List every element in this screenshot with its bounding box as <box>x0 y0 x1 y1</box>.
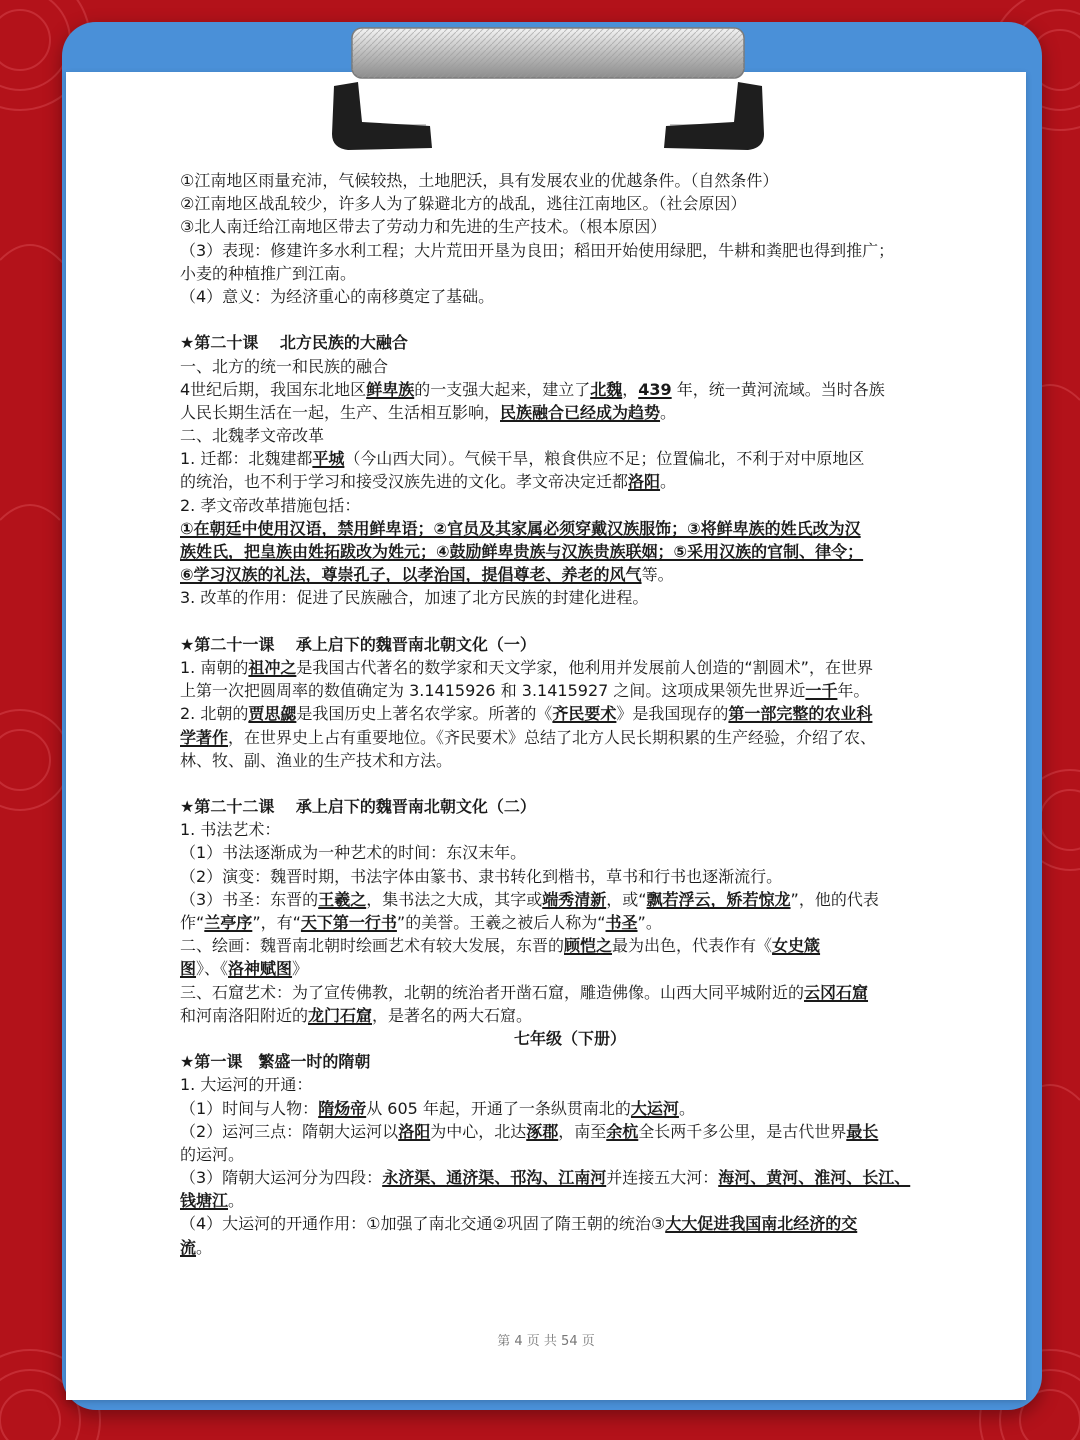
key-term: 流 <box>180 1237 197 1257</box>
text-line <box>180 401 960 424</box>
key-term: 贾思勰 <box>248 704 297 724</box>
text-segment: ”，有“ <box>252 913 301 932</box>
key-term: 海河、黄河、淮河、长江、 <box>718 1168 911 1188</box>
key-term: ①在朝廷中使用汉语，禁用鲜卑语；②官员及其家属必须穿戴汉族服饰；③将鲜卑族的姓氏改为汉 <box>180 518 861 538</box>
text-segment: 4世纪后期，我国东北地区 <box>180 379 367 399</box>
text-line <box>180 888 960 911</box>
text-segment: 2. 北朝的 <box>180 704 249 724</box>
key-term: 书圣 <box>605 913 638 932</box>
lesson-heading <box>180 633 960 656</box>
key-term: 隋炀帝 <box>318 1098 367 1118</box>
key-term: 云冈石窟 <box>804 982 869 1002</box>
binder-clip-icon <box>318 26 778 156</box>
text-segment: ，南至 <box>558 1121 607 1141</box>
text-segment: （3）书圣：东晋的 <box>180 889 319 909</box>
text-segment: ”的美誉。王羲之被后人称为“ <box>396 913 606 932</box>
text-segment: 二、北魏孝文帝改革 <box>180 426 325 446</box>
blank-line <box>180 610 960 633</box>
text-segment: ★第二十课 北方民族的大融合 <box>180 333 408 353</box>
text-segment: 上第一次把圆周率的数值确定为 3.1415926 和 3.1415927 之间。这项成果领先世界近 <box>180 681 806 701</box>
text-segment: ， <box>622 379 639 399</box>
text-segment: 1. 大运河的开通： <box>180 1075 313 1095</box>
lesson-heading <box>180 331 960 354</box>
text-line <box>180 841 960 864</box>
key-term: 天下第一行书 <box>300 913 397 932</box>
text-line <box>180 355 960 378</box>
text-segment: 是我国古代著名的数学家和天文学家，他利用并发展前人创造的“割圆术”，在世界 <box>296 657 873 677</box>
text-segment: 2. 孝文帝改革措施包括： <box>180 495 361 515</box>
lesson-heading <box>180 1050 960 1073</box>
text-segment: 》是我国现存的 <box>616 704 729 724</box>
key-term: 兰亭序 <box>204 913 253 932</box>
text-line <box>180 702 960 725</box>
text-line <box>180 934 960 957</box>
key-term: 飘若浮云，矫若惊龙 <box>646 889 791 909</box>
key-term: 王羲之 <box>318 889 367 909</box>
text-line <box>180 981 960 1004</box>
text-line <box>180 586 960 609</box>
text-segment: 》、《 <box>196 959 229 979</box>
grade-heading <box>180 1027 960 1050</box>
text-segment: ，是著名的两大石窟。 <box>372 1005 533 1025</box>
text-segment: 并连接五大河： <box>606 1168 719 1188</box>
text-segment: 小麦的种植推广到江南。 <box>180 263 357 283</box>
text-segment: 。 <box>660 402 677 422</box>
text-segment: 的一支强大起来，建立了 <box>414 379 591 399</box>
text-line <box>180 1097 960 1120</box>
text-segment: 。 <box>196 1237 213 1257</box>
key-term: 祖冲之 <box>248 657 297 677</box>
key-term: 余杭 <box>606 1121 639 1141</box>
text-line <box>180 1073 960 1096</box>
key-term: 洛神赋图 <box>228 959 293 979</box>
text-segment: 年。 <box>837 681 870 701</box>
text-segment: ”，他的代表 <box>790 889 879 909</box>
text-line <box>180 540 960 563</box>
text-line <box>180 726 960 749</box>
text-segment: ，在世界史上占有重要地位。《齐民要术》总结了北方人民长期积累的生产经验，介绍了农、 <box>228 727 877 747</box>
text-segment: （2）演变：魏晋时期，书法字体由篆书、隶书转化到楷书，草书和行书也逐渐流行。 <box>180 866 783 886</box>
key-term: 大运河 <box>630 1098 679 1118</box>
text-segment: （3）表现：修建许多水利工程；大片荒田开垦为良田；稻田开始使用绿肥，牛耕和粪肥也得到推广； <box>180 240 895 260</box>
text-segment: 林、牧、副、渔业的生产技术和方法。 <box>180 750 453 770</box>
text-segment: ”。 <box>637 913 662 932</box>
text-segment: 年，统一黄河流域。当时各族 <box>671 379 885 399</box>
text-segment: 是我国历史上著名农学家。所著的《 <box>296 704 553 724</box>
key-term: ⑥学习汉族的礼法，尊崇孔子，以孝治国，提倡尊老、养老的风气 <box>180 565 642 585</box>
key-term: 洛阳 <box>628 472 661 492</box>
text-segment: 等。 <box>641 565 674 585</box>
blank-line <box>180 308 960 331</box>
text-segment: ①江南地区雨量充沛，气候较热，土地肥沃，具有发展农业的优越条件。（自然条件） <box>180 171 779 190</box>
lesson-heading <box>180 795 960 818</box>
text-line <box>180 378 960 401</box>
text-segment: 》 <box>292 959 309 979</box>
text-line <box>180 517 960 540</box>
text-segment: ，集书法之大成，其字或 <box>366 889 543 909</box>
key-term: 齐民要术 <box>552 704 617 724</box>
key-term: 439 <box>638 379 672 399</box>
text-line <box>180 470 960 493</box>
text-segment: 1. 书法艺术： <box>180 820 281 840</box>
key-term: 永济渠、通济渠、邗沟、江南河 <box>382 1168 607 1188</box>
text-segment: 人民长期生活在一起，生产、生活相互影响， <box>180 402 501 422</box>
text-line <box>180 192 960 215</box>
text-line <box>180 285 960 308</box>
text-segment: （1）时间与人物： <box>180 1098 319 1118</box>
key-term: 图 <box>180 959 197 979</box>
page-number: 第 4 页 共 54 页 <box>497 1334 595 1349</box>
text-segment: 最为出色，代表作有《 <box>612 936 773 956</box>
key-term: 族姓氏，把皇族由姓拓跋改为姓元；④鼓励鲜卑贵族与汉族贵族联姻；⑤采用汉族的官制、律令； <box>180 542 864 561</box>
text-segment: ★第一课 繁盛一时的隋朝 <box>180 1052 371 1072</box>
text-segment: 全长两千多公里，是古代世界 <box>638 1121 847 1141</box>
text-segment: 为中心，北达 <box>430 1121 527 1141</box>
text-line <box>180 679 960 702</box>
text-line <box>180 957 960 980</box>
text-line <box>180 1004 960 1027</box>
key-term: 顾恺之 <box>564 936 613 956</box>
text-segment: 的统治，也不利于学习和接受汉族先进的文化。孝文帝决定迁都 <box>180 472 629 492</box>
text-line <box>180 215 960 238</box>
text-line <box>180 262 960 285</box>
blank-line <box>180 772 960 795</box>
key-term: 北魏 <box>590 379 623 399</box>
text-segment: ，或“ <box>606 889 647 909</box>
text-line <box>180 1120 960 1143</box>
text-line <box>180 911 960 934</box>
text-segment: 从 605 年起，开通了一条纵贯南北的 <box>366 1098 631 1118</box>
key-term: 女史箴 <box>772 936 821 956</box>
text-segment: （2）运河三点：隋朝大运河以 <box>180 1121 399 1141</box>
text-segment: ③北人南迁给江南地区带去了劳动力和先进的生产技术。（根本原因） <box>180 217 667 237</box>
text-line <box>180 656 960 679</box>
text-segment: 一、北方的统一和民族的融合 <box>180 356 389 376</box>
key-term: 一千 <box>805 681 838 701</box>
text-line <box>180 169 960 192</box>
text-line <box>180 1236 960 1259</box>
key-term: 平城 <box>312 449 345 469</box>
text-segment: （4）大运河的开通作用：①加强了南北交通②巩固了隋王朝的统治③ <box>180 1214 666 1234</box>
text-line <box>180 865 960 888</box>
key-term: 洛阳 <box>398 1121 431 1141</box>
text-line <box>180 563 960 586</box>
text-segment: ②江南地区战乱较少，许多人为了躲避北方的战乱，逃往江南地区。（社会原因） <box>180 194 747 214</box>
text-segment: 1. 南朝的 <box>180 657 249 677</box>
key-term: 民族融合已经成为趋势 <box>500 402 661 422</box>
text-line <box>180 1166 960 1189</box>
text-segment: 三、石窟艺术：为了宣传佛教，北朝的统治者开凿石窟，雕造佛像。山西大同平城附近的 <box>180 982 805 1002</box>
text-segment: ★第二十一课 承上启下的魏晋南北朝文化（一） <box>180 634 536 654</box>
document-body <box>180 169 960 1259</box>
key-term: 学著作 <box>180 727 229 747</box>
text-segment: 1. 迁都：北魏建都 <box>180 449 313 469</box>
text-line <box>180 239 960 262</box>
text-segment: 。 <box>678 1098 695 1118</box>
text-segment: （今山西大同）。气候干旱，粮食供应不足；位置偏北，不利于对中原地区 <box>344 449 865 469</box>
text-segment: （3）隋朝大运河分为四段： <box>180 1168 383 1188</box>
key-term: 鲜卑族 <box>366 379 415 399</box>
text-segment: 3. 改革的作用：促进了民族融合，加速了北方民族的封建化进程。 <box>180 588 649 608</box>
text-segment: 和河南洛阳附近的 <box>180 1005 309 1025</box>
text-segment: 作“ <box>180 913 205 932</box>
text-line <box>180 447 960 470</box>
key-term: 大大促进我国南北经济的交 <box>665 1214 858 1234</box>
text-line <box>180 818 960 841</box>
text-segment: 。 <box>660 472 677 492</box>
text-line <box>180 494 960 517</box>
text-segment: ★第二十二课 承上启下的魏晋南北朝文化（二） <box>180 797 536 817</box>
key-term: 龙门石窟 <box>308 1005 373 1025</box>
text-segment: 七年级（下册） <box>513 1028 626 1048</box>
text-segment: 的运河。 <box>180 1144 245 1164</box>
key-term: 第一部完整的农业科 <box>728 704 873 724</box>
key-term: 端秀清新 <box>542 889 607 909</box>
text-segment: 二、绘画：魏晋南北朝时绘画艺术有较大发展，东晋的 <box>180 936 565 956</box>
text-line <box>180 424 960 447</box>
text-line <box>180 1212 960 1235</box>
key-term: 最长 <box>846 1121 879 1141</box>
text-line <box>180 1189 960 1212</box>
text-segment: 。 <box>228 1191 245 1211</box>
text-segment: （1）书法逐渐成为一种艺术的时间：东汉末年。 <box>180 843 527 863</box>
key-term: 涿郡 <box>526 1121 559 1141</box>
text-line <box>180 1143 960 1166</box>
key-term: 钱塘江 <box>180 1191 229 1211</box>
text-line <box>180 749 960 772</box>
text-segment: （4）意义：为经济重心的南移奠定了基础。 <box>180 286 495 306</box>
